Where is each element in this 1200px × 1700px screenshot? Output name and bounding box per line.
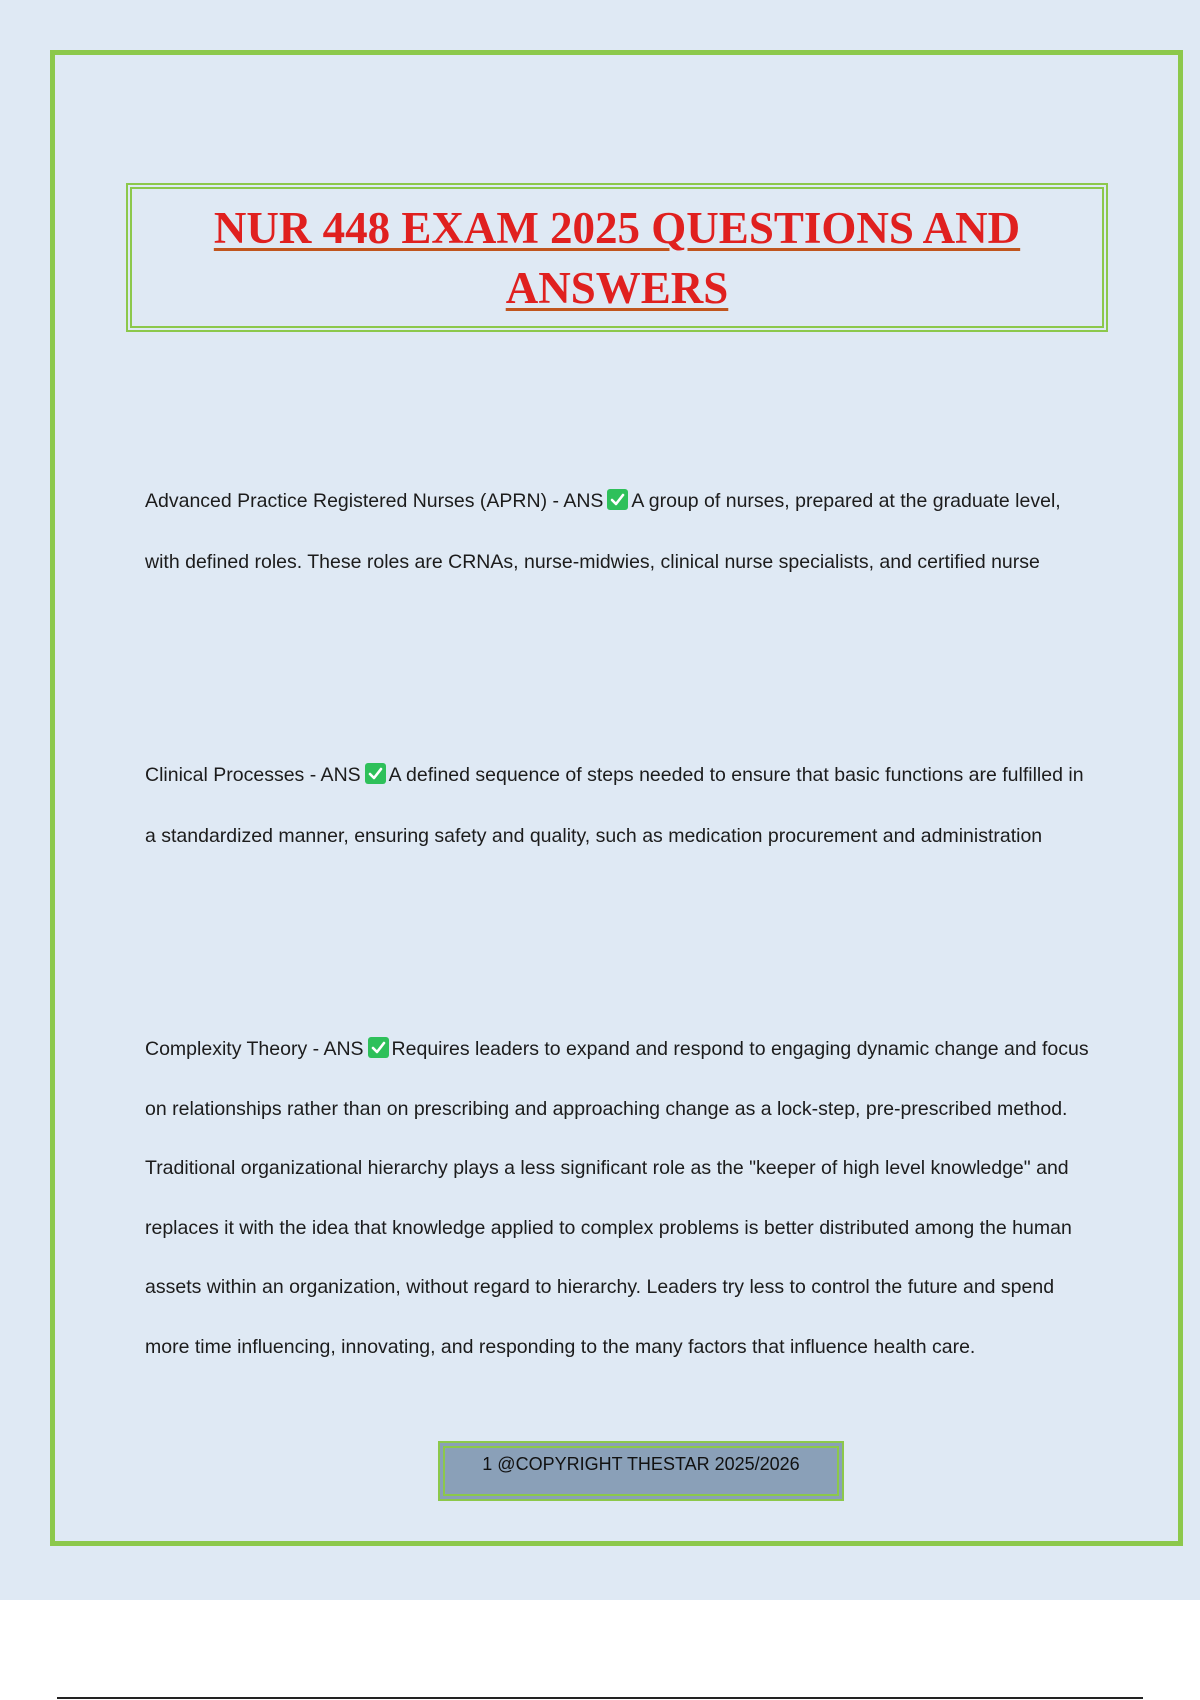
document-title: NUR 448 EXAM 2025 QUESTIONS AND ANSWERS	[213, 202, 1021, 313]
qa-term: Advanced Practice Registered Nurses (APRN) - ANS	[145, 490, 604, 512]
footer-box	[438, 1441, 844, 1501]
qa-answer: A group of nurses, prepared at the graduate level, with defined roles. These roles are CRNAs, nurse-midwies, clinical nurse specialists, and certified nurse	[145, 490, 1061, 573]
qa-answer: Requires leaders to expand and respond to engaging dynamic change and focus on relationships rather than on prescribing and approaching change as a lock-step, pre-prescribed method. Traditional organizational hierarchy plays a less significant role as the "keeper of high level knowledge" and replaces it with the idea that knowledge applied to complex problems is better distributed among the human assets within an organization, without regard to hierarchy. Leaders try less to control the future and spend more time influencing, innovating, and responding to the many factors that influence health care.	[145, 1038, 1089, 1358]
qa-entry	[145, 745, 1090, 866]
title-box	[126, 183, 1108, 332]
page-divider	[57, 1697, 1143, 1699]
check-mark-icon	[368, 1037, 389, 1058]
qa-term: Clinical Processes - ANS	[145, 764, 361, 786]
qa-term: Complexity Theory - ANS	[145, 1038, 364, 1060]
check-mark-icon	[365, 763, 386, 784]
copyright-footer: 1 @COPYRIGHT THESTAR 2025/2026	[482, 1454, 800, 1474]
check-mark-icon	[607, 489, 628, 510]
qa-answer: A defined sequence of steps needed to ensure that basic functions are fulfilled in a standardized manner, ensuring safety and quality, such as medication procurement and administration	[145, 764, 1084, 847]
qa-entry	[145, 471, 1090, 592]
qa-entry	[145, 1020, 1090, 1377]
